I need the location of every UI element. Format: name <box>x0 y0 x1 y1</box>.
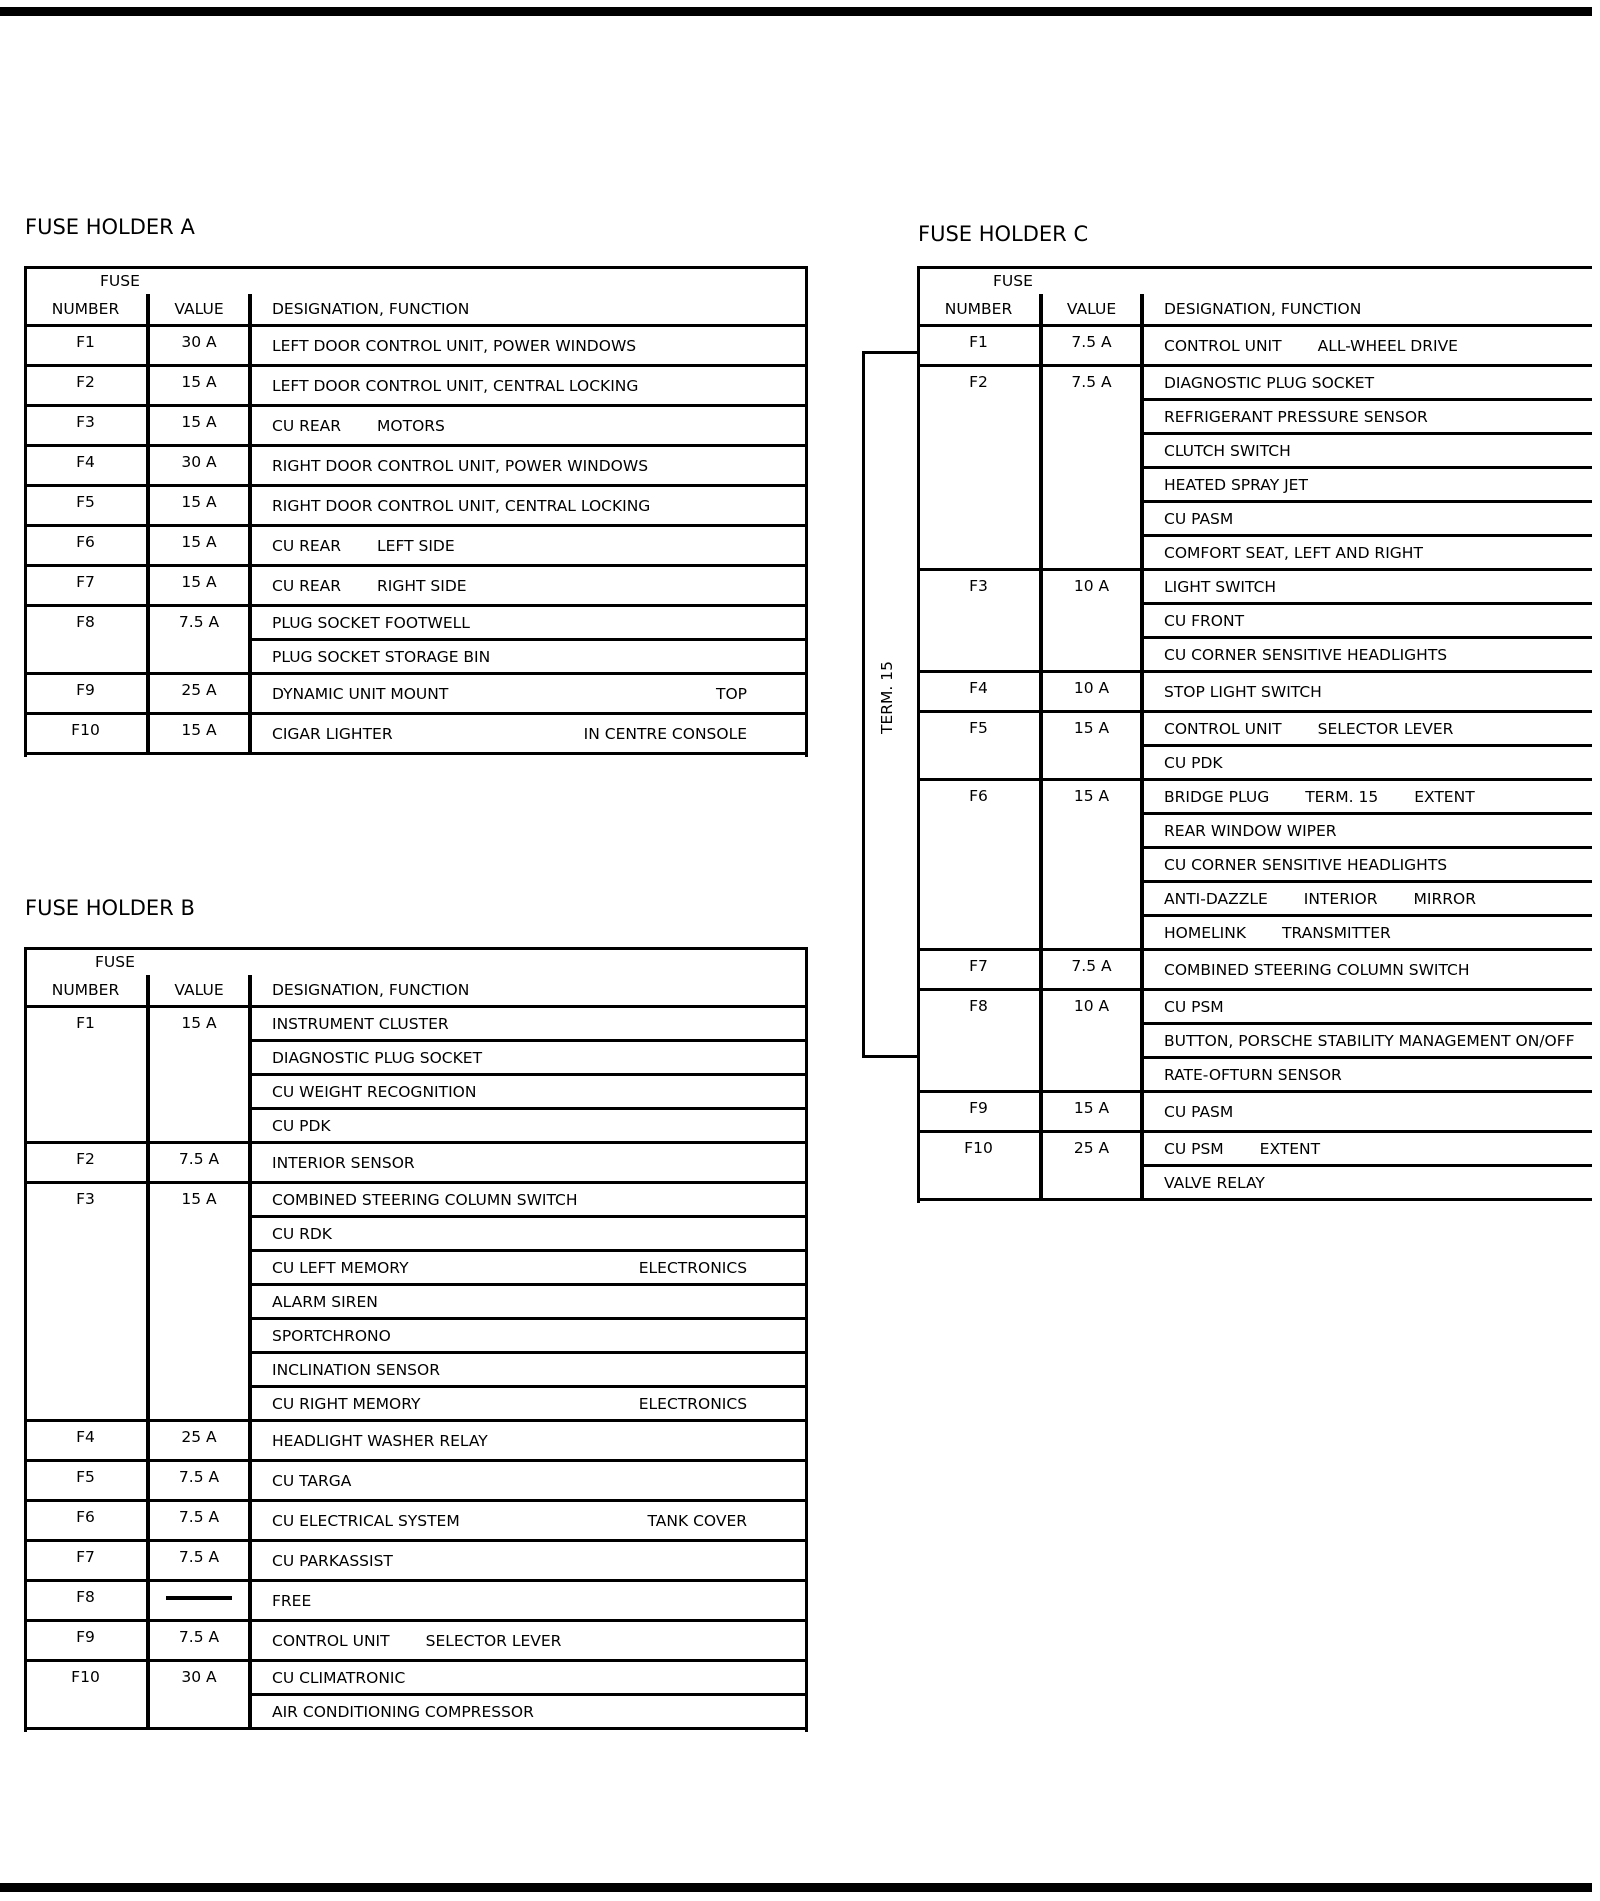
fuse-number: F5 <box>918 712 1041 780</box>
designation-cell <box>250 406 807 446</box>
designation-text: ALARM SIREN <box>272 1292 378 1311</box>
fuse-number: F2 <box>918 366 1041 570</box>
header-number: NUMBER <box>25 294 148 326</box>
fuse-number: F8 <box>25 606 148 674</box>
header-designation: DESIGNATION, FUNCTION <box>250 294 807 326</box>
fuse-value: 7.5 A <box>1041 950 1142 990</box>
designation-cell <box>1142 502 1592 536</box>
fuse-row <box>918 570 1592 604</box>
fuse-value: 7.5 A <box>148 606 250 674</box>
designation-text: HEATED SPRAY JET <box>1164 475 1308 494</box>
designation-text: CONTROL UNIT <box>1164 336 1282 355</box>
designation-cell <box>250 486 807 526</box>
fuse-value: 15 A <box>148 526 250 566</box>
fuse-number: F6 <box>25 1501 148 1541</box>
designation-text: CU CORNER SENSITIVE HEADLIGHTS <box>1164 855 1448 874</box>
designation-text: RIGHT DOOR CONTROL UNIT, CENTRAL LOCKING <box>272 496 651 515</box>
header-row-fuse <box>25 267 807 294</box>
fuse-number: F2 <box>25 1143 148 1183</box>
designation-text: CU PASM <box>1164 1102 1234 1121</box>
designation-text: DIAGNOSTIC PLUG SOCKET <box>272 1048 483 1067</box>
designation-text: BUTTON, PORSCHE STABILITY MANAGEMENT ON/OFF <box>1164 1031 1575 1050</box>
header-fuse-label: FUSE <box>993 271 1033 290</box>
designation-cell <box>250 1251 807 1285</box>
header-row <box>25 294 807 326</box>
designation-cell <box>1142 1024 1592 1058</box>
designation-text: ELECTRONICS <box>638 1394 748 1413</box>
fuse-holder-a-title: FUSE HOLDER A <box>25 215 195 239</box>
header-number: NUMBER <box>25 975 148 1007</box>
designation-cell <box>250 1319 807 1353</box>
fuse-number: F3 <box>918 570 1041 672</box>
header-value: VALUE <box>148 294 250 326</box>
fuse-number: F5 <box>25 486 148 526</box>
fuse-row <box>25 1661 807 1695</box>
fuse-value: 10 A <box>1041 570 1142 672</box>
designation-cell <box>1142 780 1592 814</box>
designation-cell <box>250 1581 807 1621</box>
header-number: NUMBER <box>918 294 1041 326</box>
fuse-row <box>25 1007 807 1041</box>
designation-cell <box>1142 366 1592 400</box>
no-value-dash <box>166 1596 232 1600</box>
fuse-number: F6 <box>25 526 148 566</box>
fuse-row <box>25 1541 807 1581</box>
designation-cell <box>250 1353 807 1387</box>
fuse-value: 15 A <box>148 486 250 526</box>
designation-text: EXTENT <box>1259 1139 1321 1158</box>
designation-text: LEFT DOOR CONTROL UNIT, CENTRAL LOCKING <box>272 376 639 395</box>
designation-cell <box>1142 1132 1592 1166</box>
fuse-row <box>25 1183 807 1217</box>
designation-cell <box>1142 990 1592 1024</box>
designation-text: MOTORS <box>377 416 445 435</box>
designation-cell <box>250 606 807 640</box>
designation-text: DYNAMIC UNIT MOUNT <box>272 684 449 703</box>
fuse-value: 25 A <box>1041 1132 1142 1200</box>
designation-cell <box>1142 400 1592 434</box>
designation-text: DIAGNOSTIC PLUG SOCKET <box>1164 373 1375 392</box>
designation-text: MIRROR <box>1413 889 1476 908</box>
fuse-number: F4 <box>25 446 148 486</box>
fuse-number: F3 <box>25 406 148 446</box>
fuse-row <box>918 950 1592 990</box>
designation-text: CU ELECTRICAL SYSTEM <box>272 1511 460 1530</box>
designation-text: CU REAR <box>272 576 342 595</box>
header-value: VALUE <box>1041 294 1142 326</box>
header-fuse-label: FUSE <box>100 271 140 290</box>
fuse-row <box>25 1421 807 1461</box>
fuse-row <box>25 1581 807 1621</box>
fuse-number: F8 <box>918 990 1041 1092</box>
designation-text: INTERIOR <box>1303 889 1378 908</box>
designation-cell <box>1142 712 1592 746</box>
fuse-value: 15 A <box>148 1007 250 1143</box>
designation-text: CU WEIGHT RECOGNITION <box>272 1082 477 1101</box>
fuse-value: 15 A <box>148 1183 250 1421</box>
designation-text: LEFT SIDE <box>377 536 455 555</box>
fuse-value: 25 A <box>148 674 250 714</box>
designation-text: STOP LIGHT SWITCH <box>1164 682 1322 701</box>
fuse-row <box>918 326 1592 366</box>
fuse-number: F10 <box>25 714 148 754</box>
designation-text: CU PARKASSIST <box>272 1551 393 1570</box>
top-rule <box>0 7 1592 16</box>
fuse-value: 7.5 A <box>148 1461 250 1501</box>
fuse-row <box>918 712 1592 746</box>
designation-cell <box>250 1461 807 1501</box>
fuse-row <box>25 526 807 566</box>
fuse-value: 7.5 A <box>1041 366 1142 570</box>
designation-text: TERM. 15 <box>1305 787 1379 806</box>
designation-text: CU PDK <box>272 1116 331 1135</box>
designation-cell <box>250 1217 807 1251</box>
header-row-fuse <box>25 948 807 975</box>
designation-text: CU REAR <box>272 416 342 435</box>
designation-text: VALVE RELAY <box>1164 1173 1265 1192</box>
designation-cell <box>1142 746 1592 780</box>
designation-cell <box>250 326 807 366</box>
designation-text: CU PASM <box>1164 509 1234 528</box>
designation-cell <box>1142 326 1592 366</box>
fuse-row <box>25 406 807 446</box>
fuse-value: 30 A <box>148 326 250 366</box>
fuse-value <box>148 1581 250 1621</box>
designation-cell <box>1142 950 1592 990</box>
designation-cell <box>1142 672 1592 712</box>
fuse-row <box>918 990 1592 1024</box>
designation-cell <box>250 714 807 754</box>
designation-text: ELECTRONICS <box>638 1258 748 1277</box>
fuse-value: 7.5 A <box>148 1541 250 1581</box>
designation-cell <box>250 1109 807 1143</box>
designation-text: BRIDGE PLUG <box>1164 787 1270 806</box>
designation-text: SELECTOR LEVER <box>425 1631 562 1650</box>
fuse-row <box>918 1092 1592 1132</box>
designation-text: RIGHT DOOR CONTROL UNIT, POWER WINDOWS <box>272 456 649 475</box>
fuse-number: F10 <box>25 1661 148 1729</box>
designation-text: TRANSMITTER <box>1282 923 1391 942</box>
designation-text: CU CLIMATRONIC <box>272 1668 406 1687</box>
designation-cell <box>250 1183 807 1217</box>
fuse-value: 15 A <box>1041 1092 1142 1132</box>
term-15-label: TERM. 15 <box>878 661 896 734</box>
designation-cell <box>250 674 807 714</box>
fuse-number: F2 <box>25 366 148 406</box>
fuse-number: F4 <box>918 672 1041 712</box>
fuse-number: F8 <box>25 1581 148 1621</box>
fuse-row <box>25 714 807 754</box>
fuse-row <box>25 674 807 714</box>
designation-text: CONTROL UNIT <box>272 1631 390 1650</box>
designation-text: FREE <box>272 1591 312 1610</box>
designation-cell <box>1142 536 1592 570</box>
header-row <box>918 294 1592 326</box>
fuse-value: 15 A <box>148 406 250 446</box>
header-designation: DESIGNATION, FUNCTION <box>1142 294 1592 326</box>
fuse-number: F7 <box>25 566 148 606</box>
fuse-number: F4 <box>25 1421 148 1461</box>
fuse-row <box>25 366 807 406</box>
designation-text: LEFT DOOR CONTROL UNIT, POWER WINDOWS <box>272 336 637 355</box>
fuse-row <box>25 446 807 486</box>
designation-text: COMBINED STEERING COLUMN SWITCH <box>272 1190 578 1209</box>
designation-text: CIGAR LIGHTER <box>272 724 393 743</box>
header-designation: DESIGNATION, FUNCTION <box>250 975 807 1007</box>
fuse-value: 15 A <box>148 366 250 406</box>
fuse-value: 10 A <box>1041 990 1142 1092</box>
designation-text: INCLINATION SENSOR <box>272 1360 440 1379</box>
designation-cell <box>250 566 807 606</box>
designation-text: CU RIGHT MEMORY <box>272 1394 421 1413</box>
designation-cell <box>1142 1058 1592 1092</box>
header-fuse-label: FUSE <box>95 952 135 971</box>
designation-text: AIR CONDITIONING COMPRESSOR <box>272 1702 534 1721</box>
designation-text: CU TARGA <box>272 1471 352 1490</box>
designation-text: CU PDK <box>1164 753 1223 772</box>
designation-text: COMBINED STEERING COLUMN SWITCH <box>1164 960 1470 979</box>
designation-text: CU PSM <box>1164 997 1224 1016</box>
fuse-holder-c-table <box>918 267 1592 1201</box>
fuse-holder-a-table <box>25 267 807 755</box>
bottom-rule <box>0 1883 1592 1892</box>
designation-cell <box>1142 1166 1592 1200</box>
designation-text: SPORTCHRONO <box>272 1326 391 1345</box>
designation-text: CU RDK <box>272 1224 332 1243</box>
designation-text: CU REAR <box>272 536 342 555</box>
designation-text: REFRIGERANT PRESSURE SENSOR <box>1164 407 1428 426</box>
designation-text: REAR WINDOW WIPER <box>1164 821 1337 840</box>
designation-cell <box>1142 468 1592 502</box>
designation-text: RATE-OFTURN SENSOR <box>1164 1065 1342 1084</box>
designation-text: LIGHT SWITCH <box>1164 577 1277 596</box>
designation-text: INTERIOR SENSOR <box>272 1153 415 1172</box>
designation-text: CU CORNER SENSITIVE HEADLIGHTS <box>1164 645 1448 664</box>
fuse-row <box>25 566 807 606</box>
fuse-row <box>25 486 807 526</box>
designation-text: TANK COVER <box>647 1511 748 1530</box>
designation-text: EXTENT <box>1414 787 1475 806</box>
designation-cell <box>1142 916 1592 950</box>
fuse-value: 30 A <box>148 446 250 486</box>
header-row <box>25 975 807 1007</box>
designation-text: COMFORT SEAT, LEFT AND RIGHT <box>1164 543 1423 562</box>
designation-text: PLUG SOCKET FOOTWELL <box>272 613 470 632</box>
fuse-number: F9 <box>25 674 148 714</box>
designation-text: HEADLIGHT WASHER RELAY <box>272 1431 488 1450</box>
fuse-row <box>25 1621 807 1661</box>
fuse-number: F3 <box>25 1183 148 1421</box>
fuse-value: 15 A <box>1041 712 1142 780</box>
designation-text: ANTI-DAZZLE <box>1164 889 1268 908</box>
fuse-row <box>918 366 1592 400</box>
fuse-value: 7.5 A <box>148 1143 250 1183</box>
fuse-number: F10 <box>918 1132 1041 1200</box>
designation-cell <box>1142 638 1592 672</box>
fuse-number: F9 <box>918 1092 1041 1132</box>
fuse-value: 7.5 A <box>1041 326 1142 366</box>
designation-cell <box>250 366 807 406</box>
fuse-row <box>25 1501 807 1541</box>
fuse-number: F6 <box>918 780 1041 950</box>
header-value: VALUE <box>148 975 250 1007</box>
designation-cell <box>1142 1092 1592 1132</box>
designation-cell <box>250 1387 807 1421</box>
designation-cell <box>1142 434 1592 468</box>
designation-cell <box>1142 814 1592 848</box>
fuse-holder-b-table <box>25 948 807 1730</box>
designation-cell <box>250 1695 807 1729</box>
fuse-number: F1 <box>25 1007 148 1143</box>
designation-cell <box>1142 848 1592 882</box>
fuse-value: 7.5 A <box>148 1501 250 1541</box>
fuse-value: 7.5 A <box>148 1621 250 1661</box>
fuse-number: F1 <box>25 326 148 366</box>
designation-text: ALL-WHEEL DRIVE <box>1317 336 1458 355</box>
designation-cell <box>250 526 807 566</box>
designation-cell <box>1142 570 1592 604</box>
header-row-fuse <box>918 267 1592 294</box>
fuse-number: F5 <box>25 1461 148 1501</box>
designation-cell <box>250 1143 807 1183</box>
fuse-row <box>918 672 1592 712</box>
designation-cell <box>250 1541 807 1581</box>
fuse-value: 10 A <box>1041 672 1142 712</box>
designation-cell <box>250 1501 807 1541</box>
designation-cell <box>250 1285 807 1319</box>
designation-text: IN CENTRE CONSOLE <box>583 724 748 743</box>
fuse-value: 25 A <box>148 1421 250 1461</box>
designation-text: TOP <box>716 684 748 703</box>
fuse-number: F9 <box>25 1621 148 1661</box>
designation-cell <box>250 1041 807 1075</box>
fuse-number: F7 <box>918 950 1041 990</box>
designation-text: CU FRONT <box>1164 611 1245 630</box>
fuse-value: 30 A <box>148 1661 250 1729</box>
designation-text: CU PSM <box>1164 1139 1224 1158</box>
designation-cell <box>250 1421 807 1461</box>
fuse-number: F7 <box>25 1541 148 1581</box>
fuse-holder-c-title: FUSE HOLDER C <box>918 222 1089 246</box>
fuse-row <box>918 780 1592 814</box>
designation-text: INSTRUMENT CLUSTER <box>272 1014 449 1033</box>
designation-cell <box>250 640 807 674</box>
designation-cell <box>250 1007 807 1041</box>
designation-text: SELECTOR LEVER <box>1317 719 1454 738</box>
designation-cell <box>250 1621 807 1661</box>
designation-cell <box>1142 882 1592 916</box>
fuse-row <box>25 1143 807 1183</box>
fuse-value: 15 A <box>1041 780 1142 950</box>
fuse-row <box>918 1132 1592 1166</box>
fuse-value: 15 A <box>148 566 250 606</box>
designation-cell <box>250 1075 807 1109</box>
fuse-number: F1 <box>918 326 1041 366</box>
fuse-row <box>25 606 807 640</box>
designation-text: CU LEFT MEMORY <box>272 1258 409 1277</box>
designation-cell <box>1142 604 1592 638</box>
designation-text: CLUTCH SWITCH <box>1164 441 1291 460</box>
designation-cell <box>250 1661 807 1695</box>
designation-text: RIGHT SIDE <box>377 576 467 595</box>
designation-text: CONTROL UNIT <box>1164 719 1282 738</box>
designation-cell <box>250 446 807 486</box>
fuse-value: 15 A <box>148 714 250 754</box>
designation-text: HOMELINK <box>1164 923 1246 942</box>
fuse-holder-b-title: FUSE HOLDER B <box>25 896 195 920</box>
fuse-row <box>25 326 807 366</box>
designation-text: PLUG SOCKET STORAGE BIN <box>272 647 491 666</box>
fuse-row <box>25 1461 807 1501</box>
